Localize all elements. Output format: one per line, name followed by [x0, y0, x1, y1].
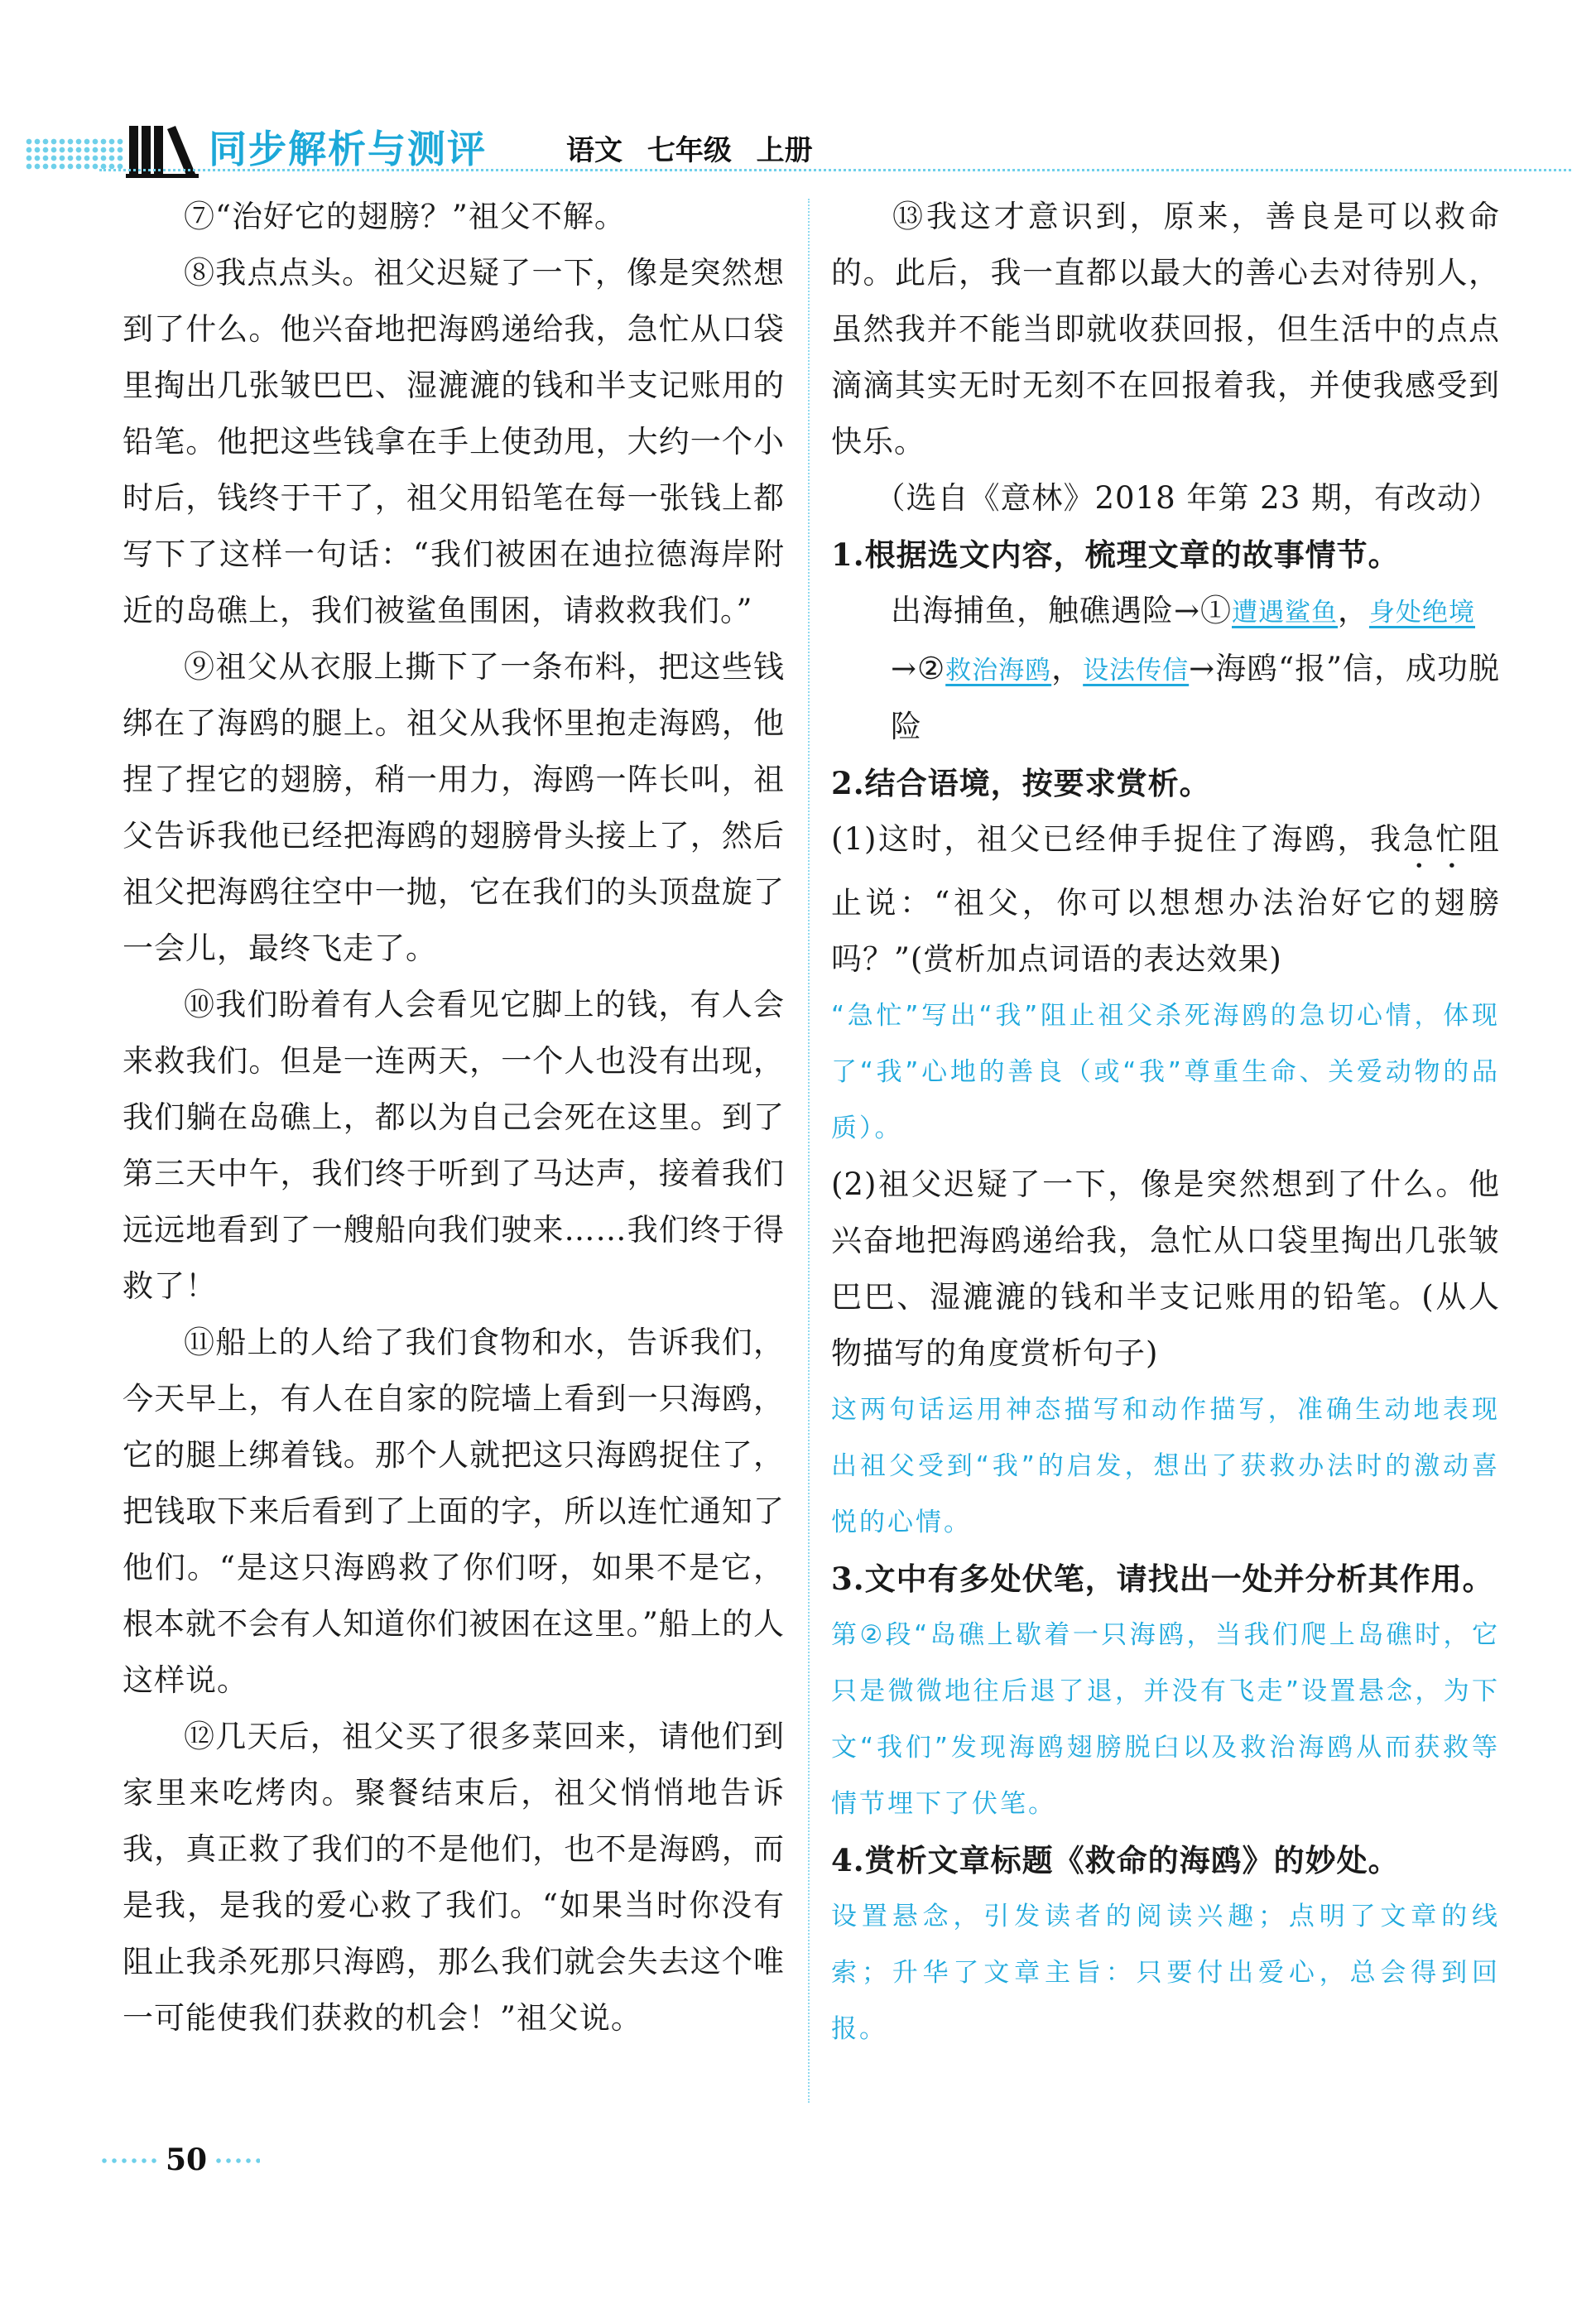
paragraph-13: ⑬我这才意识到，原来，善良是可以救命的。此后，我一直都以最大的善心去对待别人，虽然我并不能当即就收获回报，但生活中的点点滴滴其实无时无刻不在回报着我，并使我感受到快乐。 — [831, 199, 1500, 459]
page-header — [25, 116, 1571, 182]
page-number-dots-right — [214, 2156, 260, 2167]
paragraph-12: ⑫几天后，祖父买了很多菜回来，请他们到家里来吃烤肉。聚餐结束后，祖父悄悄地告诉我，真正救了我们的不是他们，也不是海鸥，而是我，是我的爱心救了我们。“如果当时你没有阻止我杀死那只海鸥，那么我们就会失去这个唯一可能使我们获救的机会！”祖父说。 — [123, 1719, 785, 2036]
plot-sep-1: ， — [1338, 593, 1370, 628]
answer-1a: 遭遇鲨鱼 — [1232, 598, 1339, 628]
plot-sep-2: ， — [1051, 651, 1084, 686]
question-2-sub-1 — [831, 811, 1500, 988]
question-1-plot — [831, 583, 1500, 755]
question-2-answer-1: “急忙”写出“我”阻止祖父杀死海鸥的急切心情，体现了“我”心地的善良（或“我”尊重生命、关爱动物的品质）。 — [831, 1001, 1500, 1143]
question-3-answer: 第②段“岛礁上歇着一只海鸥，当我们爬上岛礁时，它只是微微地往后退了退，并没有飞走”设置悬念，为下文“我们”发现海鸥翅膀脱臼以及救治海鸥从而获救等情节埋下了伏笔。 — [831, 1620, 1500, 1819]
subject-grade-label: 语文 七年级 上册 — [566, 134, 813, 167]
paragraph-10: ⑩我们盼着有人会看见它脚上的钱，有人会来救我们。但是一连两天，一个人也没有出现，我们躺在岛礁上，都以为自己会死在这里。到了第三天中午，我们终于听到了马达声，接着我们远远地看到了一艘船向我们驶来……我们终于得救了！ — [123, 987, 785, 1304]
right-column — [831, 189, 1500, 2057]
question-1-title: 1.根据选文内容，梳理文章的故事情节。 — [831, 536, 1400, 573]
page-number: 50 — [166, 2143, 208, 2177]
answer-2b: 设法传信 — [1083, 656, 1190, 685]
header-dotted-rule — [99, 169, 1571, 171]
sub1-text-after: 阻止说：“祖父，你可以想想办法治好它的翅膀吗？”(赏析加点词语的表达效果) — [831, 821, 1500, 977]
header-dot-pattern — [25, 137, 124, 171]
page-number-dots-left — [99, 2156, 157, 2167]
left-column — [123, 189, 785, 2046]
answer-1b: 身处绝境 — [1369, 598, 1476, 628]
plot-arrow-2: →② — [891, 651, 946, 686]
sub1-dotted-word: 急忙 — [1402, 821, 1469, 857]
question-4-answer: 设置悬念，引发读者的阅读兴趣；点明了文章的线索；升华了文章主旨：只要付出爱心，总会得到回报。 — [831, 1902, 1500, 2044]
question-2-answer-2: 这两句话运用神态描写和动作描写，准确生动地表现出祖父受到“我”的启发，想出了获救办法时的激动喜悦的心情。 — [831, 1395, 1500, 1537]
series-title: 同步解析与测评 — [209, 127, 487, 171]
answer-2a: 救治海鸥 — [945, 656, 1052, 685]
sub1-text-before: (1)这时，祖父已经伸手捉住了海鸥，我 — [831, 821, 1403, 857]
question-4-title: 4.赏析文章标题《救命的海鸥》的妙处。 — [831, 1842, 1400, 1878]
paragraph-9: ⑨祖父从衣服上撕下了一条布料，把这些钱绑在了海鸥的腿上。祖父从我怀里抱走海鸥，他捏了捏它的翅膀，稍一用力，海鸥一阵长叫，祖父告诉我他已经把海鸥的翅膀骨头接上了，然后祖父把海鸥往空中一抛，它在我们的头顶盘旋了一会儿，最终飞走了。 — [123, 649, 785, 966]
question-3-title: 3.文中有多处伏笔，请找出一处并分析其作用。 — [831, 1561, 1494, 1597]
column-divider — [808, 199, 810, 2103]
paragraph-7: ⑦“治好它的翅膀？”祖父不解。 — [184, 199, 626, 234]
question-2-title: 2.结合语境，按要求赏析。 — [831, 765, 1211, 801]
paragraph-8: ⑧我点点头。祖父迟疑了一下，像是突然想到了什么。他兴奋地把海鸥递给我，急忙从口袋里掏出几张皱巴巴、湿漉漉的钱和半支记账用的铅笔。他把这些钱拿在手上使劲甩，大约一个小时后，钱终于干了，祖父用铅笔在每一张钱上都写下了这样一句话：“我们被困在迪拉德海岸附近的岛礁上，我们被鲨鱼围困，请救救我们。” — [123, 255, 785, 628]
source-citation: （选自《意林》2018 年第 23 期，有改动） — [874, 480, 1500, 516]
question-2-sub-2: (2)祖父迟疑了一下，像是突然想到了什么。他兴奋地把海鸥递给我，急忙从口袋里掏出几张皱巴巴、湿漉漉的钱和半支记账用的铅笔。(从人物描写的角度赏析句子) — [831, 1166, 1500, 1371]
plot-start: 出海捕鱼，触礁遇险→① — [891, 593, 1233, 628]
plot-end: →海鸥“报”信，成功脱险 — [891, 651, 1501, 744]
paragraph-11: ⑪船上的人给了我们食物和水，告诉我们，今天早上，有人在自家的院墙上看到一只海鸥，它的腿上绑着钱。那个人就把这只海鸥捉住了，把钱取下来后看到了上面的字，所以连忙通知了他们。“是这只海鸥救了你们呀，如果不是它，根本就不会有人知道你们被困在这里。”船上的人这样说。 — [123, 1325, 785, 1698]
